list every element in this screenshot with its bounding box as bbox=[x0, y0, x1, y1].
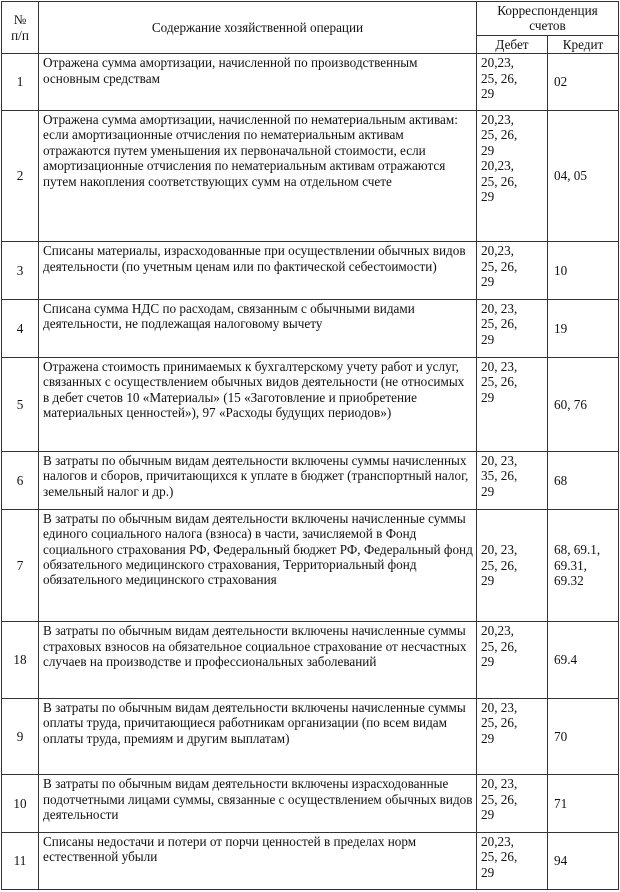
table-row bbox=[2, 357, 619, 451]
table-row bbox=[2, 622, 619, 698]
row-number: 4 bbox=[2, 300, 39, 358]
table-row bbox=[2, 775, 619, 833]
credit-accounts: 68, 69.1, 69.31, 69.32 bbox=[548, 509, 619, 622]
debit-accounts: 20,23, 25, 26, 29 bbox=[477, 242, 548, 300]
row-number: 6 bbox=[2, 451, 39, 509]
credit-header: Кредит bbox=[548, 35, 619, 53]
row-number: 1 bbox=[2, 54, 39, 111]
debit-accounts: 20, 23, 25, 26, 29 bbox=[477, 775, 548, 833]
debit-accounts: 20,23, 25, 26, 29 20,23, 25, 26, 29 bbox=[477, 111, 548, 242]
operation-content: Списаны недостачи и потери от порчи ценностей в пределах норм естественной убыли bbox=[39, 833, 477, 890]
debit-accounts: 20,23, 25, 26, 29 bbox=[477, 833, 548, 890]
table-row bbox=[2, 833, 619, 890]
operation-content: Отражена сумма амортизации, начисленной по производственным основным средствам bbox=[39, 54, 477, 111]
credit-accounts: 60, 76 bbox=[548, 357, 619, 451]
credit-accounts: 10 bbox=[548, 242, 619, 300]
table-row bbox=[2, 111, 619, 242]
operation-content: В затраты по обычным видам деятельности включены начисленные суммы оплаты труда, причитающиеся работникам организации (по всем видам оплаты труда, премиям и другим выплатам) bbox=[39, 698, 477, 774]
row-number: 9 bbox=[2, 698, 39, 774]
row-number: 3 bbox=[2, 242, 39, 300]
row-number: 11 bbox=[2, 833, 39, 890]
operation-content: В затраты по обычным видам деятельности включены начисленные суммы страховых взносов на обязательное социальное страхование от несчастных случаев на производстве и профессиональных заболеваний bbox=[39, 622, 477, 698]
table-row bbox=[2, 698, 619, 774]
content-header: Содержание хозяйственной операции bbox=[39, 2, 477, 54]
credit-accounts: 68 bbox=[548, 451, 619, 509]
credit-accounts: 02 bbox=[548, 54, 619, 111]
row-number: 18 bbox=[2, 622, 39, 698]
credit-accounts: 71 bbox=[548, 775, 619, 833]
credit-accounts: 04, 05 bbox=[548, 111, 619, 242]
row-number: 7 bbox=[2, 509, 39, 622]
table-row bbox=[2, 242, 619, 300]
debit-accounts: 20,23, 25, 26, 29 bbox=[477, 622, 548, 698]
operation-content: В затраты по обычным видам деятельности включены израсходованные подотчетными лицами суммы, связанные с осуществлением обычных видов деятельности bbox=[39, 775, 477, 833]
accounting-table bbox=[1, 1, 619, 890]
table-row bbox=[2, 451, 619, 509]
row-number: 10 bbox=[2, 775, 39, 833]
operation-content: Отражена сумма амортизации, начисленной по нематериальным активам: если амортизационные отчисления по нематериальным активам отражаются путем уменьшения их первоначальной стоимости, если амортизационные отчисления по нематериальным активам отражаются путем накопления соответствующих сумм на отдельном счете bbox=[39, 111, 477, 242]
operation-content: Списана сумма НДС по расходам, связанным с обычными видами деятельности, не подлежащая налоговому вычету bbox=[39, 300, 477, 358]
operation-content: Отражена стоимость принимаемых к бухгалтерскому учету работ и услуг, связанных с осуществлением обычных видов деятельности (не относимых в дебет счетов 10 «Материалы» (15 «Заготовление и приобретение материальных ценностей»), 97 «Расходы будущих периодов») bbox=[39, 357, 477, 451]
num-header: № п/п bbox=[2, 2, 39, 54]
debit-accounts: 20,23, 25, 26, 29 bbox=[477, 54, 548, 111]
credit-accounts: 94 bbox=[548, 833, 619, 890]
operation-content: В затраты по обычным видам деятельности включены суммы начисленных налогов и сборов, причитающихся к уплате в бюджет (транспортный налог, земельный налог и др.) bbox=[39, 451, 477, 509]
debit-accounts: 20, 23, 25, 26, 29 bbox=[477, 300, 548, 358]
row-number: 5 bbox=[2, 357, 39, 451]
operation-content: В затраты по обычным видам деятельности включены начисленные суммы единого социального налога (взноса) в части, зачисляемой в Фонд социального страхования РФ, Федеральный бюджет РФ, Федеральный фонд обязательного медицинского страхования, Территориальный фонд обязательного медицинского страхования bbox=[39, 509, 477, 622]
credit-accounts: 69.4 bbox=[548, 622, 619, 698]
debit-accounts: 20, 23, 35, 26, 29 bbox=[477, 451, 548, 509]
correspondence-header: Корреспонденция счетов bbox=[477, 2, 619, 36]
operation-content: Списаны материалы, израсходованные при осуществлении обычных видов деятельности (по учетным ценам или по фактической себестоимости) bbox=[39, 242, 477, 300]
credit-accounts: 19 bbox=[548, 300, 619, 358]
debit-accounts: 20, 23, 25, 26, 29 bbox=[477, 698, 548, 774]
debit-accounts: 20, 23, 25, 26, 29 bbox=[477, 357, 548, 451]
table-row bbox=[2, 509, 619, 622]
debit-header: Дебет bbox=[477, 35, 548, 53]
table-row bbox=[2, 54, 619, 111]
row-number: 2 bbox=[2, 111, 39, 242]
credit-accounts: 70 bbox=[548, 698, 619, 774]
debit-accounts: 20, 23, 25, 26, 29 bbox=[477, 509, 548, 622]
table-row bbox=[2, 300, 619, 358]
